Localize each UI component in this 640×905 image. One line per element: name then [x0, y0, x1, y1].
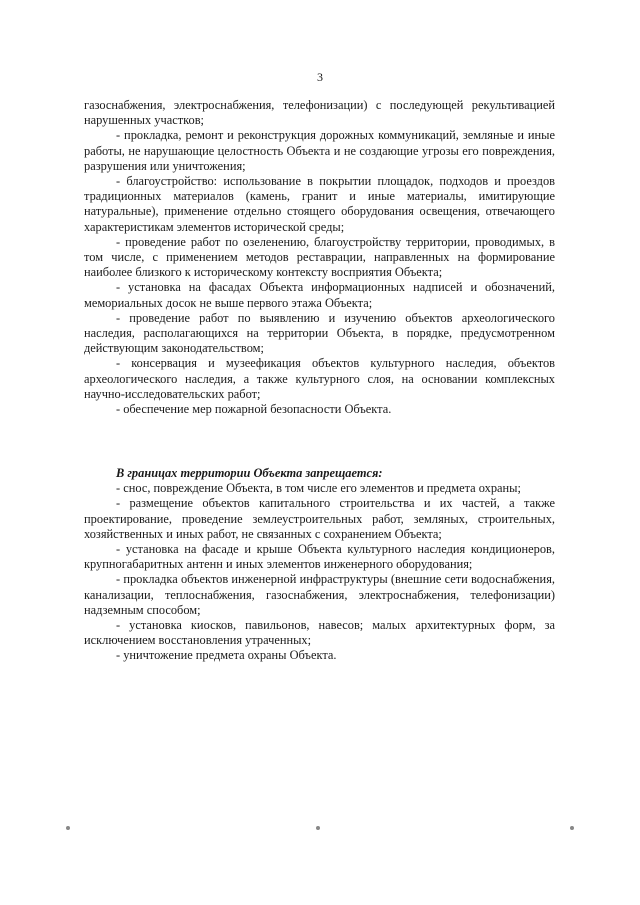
page-number: 3	[317, 70, 323, 84]
list-item: - уничтожение предмета охраны Объекта.	[116, 648, 337, 663]
list-item: - установка на фасадах Объекта информационных надписей и обозначений, мемориальных досок не выше первого этажа Объекта;	[84, 280, 555, 310]
list-item: - установка киосков, павильонов, навесов; малых архитектурных форм, за исключением восстановления утраченных;	[84, 618, 555, 648]
scan-dot-mark	[66, 826, 70, 830]
scan-dot-mark	[570, 826, 574, 830]
permitted-works-section	[84, 98, 555, 417]
prohibited-works-section	[84, 466, 555, 664]
list-item: - размещение объектов капитального строительства и их частей, а также проектирование, проведение землеустроительных работ, земляных, строительных, хозяйственных и иных работ, не связанных с сохранением Объекта;	[84, 496, 555, 541]
list-item: - установка на фасаде и крыше Объекта культурного наследия кондиционеров, крупногабаритных антенн и иных элементов инженерного оборудования;	[84, 542, 555, 572]
list-item: - прокладка объектов инженерной инфраструктуры (внешние сети водоснабжения, канализации, теплоснабжения, газоснабжения, электроснабжения, телефонизации) надземным способом;	[84, 572, 555, 617]
section-heading: В границах территории Объекта запрещается:	[116, 466, 383, 480]
paragraph-continuation: газоснабжения, электроснабжения, телефонизации) с последующей рекультивацией нарушенных участков;	[84, 98, 555, 128]
list-item: - благоустройство: использование в покрытии площадок, подходов и проездов традиционных материалов (камень, гранит и иные материалы, имитирующие натуральные), применение отдельно стоящего оборудования освещения, отвечающего характеристикам элементов исторической среды;	[84, 174, 555, 234]
scan-dot-mark	[316, 826, 320, 830]
list-item: - консервация и музеефикация объектов культурного наследия, объектов археологического наследия, а также культурного слоя, на основании комплексных научно-исследовательских работ;	[84, 356, 555, 401]
list-item: - обеспечение мер пожарной безопасности Объекта.	[116, 402, 392, 417]
list-item: - проведение работ по озеленению, благоустройству территории, проводимых, в том числе, с применением методов реставрации, направленных на формирование наиболее близкого к историческому контексту восприятия Объекта;	[84, 234, 555, 280]
list-item: - прокладка, ремонт и реконструкция дорожных коммуникаций, земляные и иные работы, не нарушающие целостность Объекта и не создающие угрозы его повреждения, разрушения или уничтожения;	[84, 128, 555, 173]
list-item: - проведение работ по выявлению и изучению объектов археологического наследия, располагающихся на территории Объекта, в порядке, предусмотренном действующим законодательством;	[84, 310, 555, 356]
list-item: - снос, повреждение Объекта, в том числе его элементов и предмета охраны;	[116, 481, 521, 496]
